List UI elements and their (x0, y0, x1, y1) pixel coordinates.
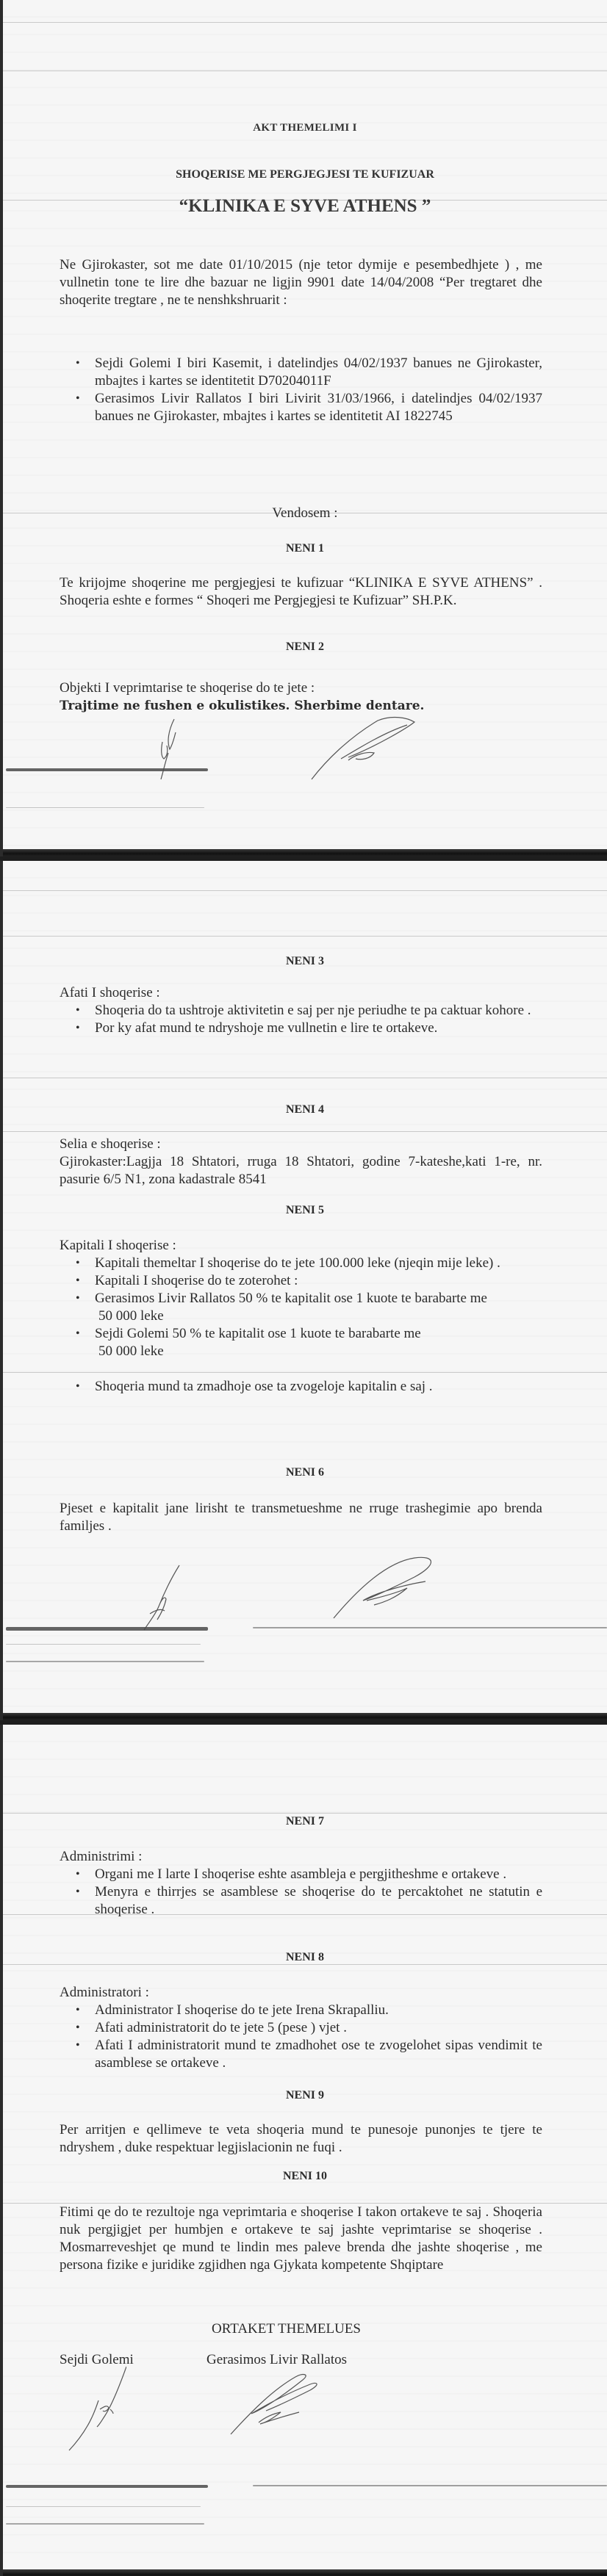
article-8-text (60, 1984, 542, 2072)
article-8-intro: Administratori : (60, 1985, 149, 2000)
article-3-item: • Shoqeria do ta ushtroje aktivitetin e saj per nje periudhe te pa caktuar kohore . (95, 1002, 542, 1020)
article-1-text (60, 574, 542, 610)
article-7-item: • Organi me I larte I shoqerise eshte asambleja e pergjitheshme e ortakeve . (95, 1866, 542, 1883)
article-5-item: • Kapitali I shoqerise do te zoterohet : (95, 1272, 542, 1290)
share-sejdi: Sejdi Golemi 50 % te kapitalit ose 1 kuote te barabarte me (95, 1326, 421, 1341)
signature-sejdi-golemi (68, 2365, 126, 2453)
signatory-name-gerasimos-rallatos: Gerasimos Livir Rallatos (206, 2352, 348, 2367)
article-2-activity: Trajtime ne fushen e okulistikes. Sherbime dentare. (60, 699, 425, 713)
intro-text: Ne Gjirokaster, sot me date 01/10/2015 (nje tetor dymije e pesembedhjete ) , me vullnetin tone te lire dhe bazuar ne ligjin 9901 date 14/04/2008 “Per tregtaret dhe shoqerite tregtare , ne te nenshkshruarit : (60, 257, 542, 308)
founder-item: • Sejdi Golemi I biri Kasemit, i datelindjes 04/02/1937 banues ne Gjirokaster, mbajtes i kartes se identitetit D70204011F (95, 355, 542, 390)
article-5-item (95, 1290, 542, 1325)
article-8-item: • Afati I administratorit mund te zmadhohet ose te zvogelohet sipas vendimit te asamblese se ortakeve . (95, 2037, 542, 2072)
document-subtitle: SHOQERISE ME PERGJEGJESI TE KUFIZUAR (176, 168, 434, 181)
article-5-intro: Kapitali I shoqerise : (60, 1238, 176, 1253)
article-1-heading: NENI 1 (285, 542, 324, 555)
article-5-item (95, 1325, 542, 1360)
article-7-intro: Administrimi : (60, 1849, 143, 1864)
article-4-heading: NENI 4 (285, 1103, 324, 1116)
article-7-text (60, 1848, 542, 1919)
article-8-item: • Administrator I shoqerise do te jete Irena Skrapalliu. (95, 2002, 542, 2019)
document-page-1 (0, 0, 607, 856)
article-3-intro: Afati I shoqerise : (60, 985, 160, 1000)
share-gerasimos: Gerasimos Livir Rallatos 50 % te kapitalit ose 1 kuote te barabarte me (95, 1291, 487, 1306)
article-3-text (60, 984, 542, 1037)
document-page-3 (0, 1725, 607, 2576)
share-amount: 50 000 leke (98, 1308, 164, 1324)
article-9-text (60, 2121, 542, 2157)
document-page-2 (0, 861, 607, 1720)
article-5-item: • Shoqeria mund ta zmadhoje ose ta zvogeloje kapitalin e saj . (95, 1378, 542, 1396)
signature-gerasimos-rallatos (304, 716, 422, 782)
article-7-item: • Menyra e thirrjes se asamblese se shoqerise do te percaktohet ne statutin e shoqerise . (95, 1883, 542, 1919)
article-10-heading: NENI 10 (282, 2170, 327, 2182)
article-8-item: • Afati administratorit do te jete 5 (pese ) vjet . (95, 2019, 542, 2037)
article-4-text (60, 1136, 542, 1188)
article-1-body: Te krijojme shoqerine me pergjegjesi te kufizuar “KLINIKA E SYVE ATHENS” . Shoqeria eshte e formes “ Shoqeri me Pergjegjesi te Kufizuar” SH.P.K. (60, 575, 542, 608)
article-10-body: Fitimi qe do te rezultoje nga veprimtaria e shoqerise I takon ortakeve te saj . Shoqeria nuk pergjigjet per humbjen e ortakeve te saj jashte veprimtarise se shoqerise . Mosmarreveshjet qe mund te lindin mes paleve brenda dhe jashte shoqerise , me persona fizike e juridike zgjidhen nga Gjykata kompetente Shqiptare (60, 2204, 542, 2273)
founder-item: • Gerasimos Livir Rallatos I biri Livirit 31/03/1966, i datelindjes 04/02/1937 banues ne Gjirokaster, mbajtes i kartes se identitetit AI 1822745 (95, 390, 542, 425)
article-2-text (60, 679, 542, 715)
article-4-intro: Selia e shoqerise : (60, 1136, 161, 1152)
article-3-heading: NENI 3 (285, 955, 324, 967)
article-8-heading: NENI 8 (285, 1951, 324, 1963)
document-title: AKT THEMELIMI I (253, 122, 357, 134)
company-name-title: “KLINIKA E SYVE ATHENS ” (179, 196, 431, 216)
article-7-heading: NENI 7 (285, 1815, 324, 1828)
decision-label: Vendosem : (272, 505, 338, 521)
article-5-item: • Kapitali themeltar I shoqerise do te jete 100.000 leke (njeqin mije leke) . (95, 1255, 542, 1272)
signatory-name-sejdi-golemi: Sejdi Golemi (60, 2352, 134, 2367)
signature-gerasimos-rallatos (229, 2371, 340, 2437)
signature-sejdi-golemi (146, 716, 190, 782)
signature-sejdi-golemi (128, 1562, 187, 1632)
article-4-address: Gjirokaster:Lagjja 18 Shtatori, rruga 18 Shtatori, godine 7-kateshe,kati 1-re, nr. pasurie 6/5 N1, zona kadastrale 8541 (60, 1154, 542, 1187)
article-6-body: Pjeset e kapitalit jane lirisht te transmetueshme ne rruge trashegimie apo brenda familjes . (60, 1501, 542, 1534)
article-2-heading: NENI 2 (285, 641, 324, 653)
article-9-body: Per arritjen e qellimeve te veta shoqeria mund te punesoje punonjes te tjere te ndryshem , duke respektuar legjislacionin ne fuqi . (60, 2122, 542, 2155)
signature-gerasimos-rallatos (326, 1555, 444, 1621)
article-6-heading: NENI 6 (285, 1466, 324, 1479)
share-amount: 50 000 leke (98, 1343, 164, 1359)
article-3-item: • Por ky afat mund te ndryshoje me vullnetin e lire te ortakeve. (95, 1020, 542, 1037)
article-2-body: Objekti I veprimtarise te shoqerise do te jete : (60, 680, 315, 696)
article-10-text (60, 2204, 542, 2274)
article-5-heading: NENI 5 (285, 1204, 324, 1216)
article-5-text (60, 1237, 542, 1396)
intro-paragraph (60, 256, 542, 309)
article-6-text (60, 1500, 542, 1535)
article-9-heading: NENI 9 (285, 2089, 324, 2101)
signatories-heading: ORTAKET THEMELUES (212, 2321, 361, 2337)
founders-list (60, 355, 542, 425)
